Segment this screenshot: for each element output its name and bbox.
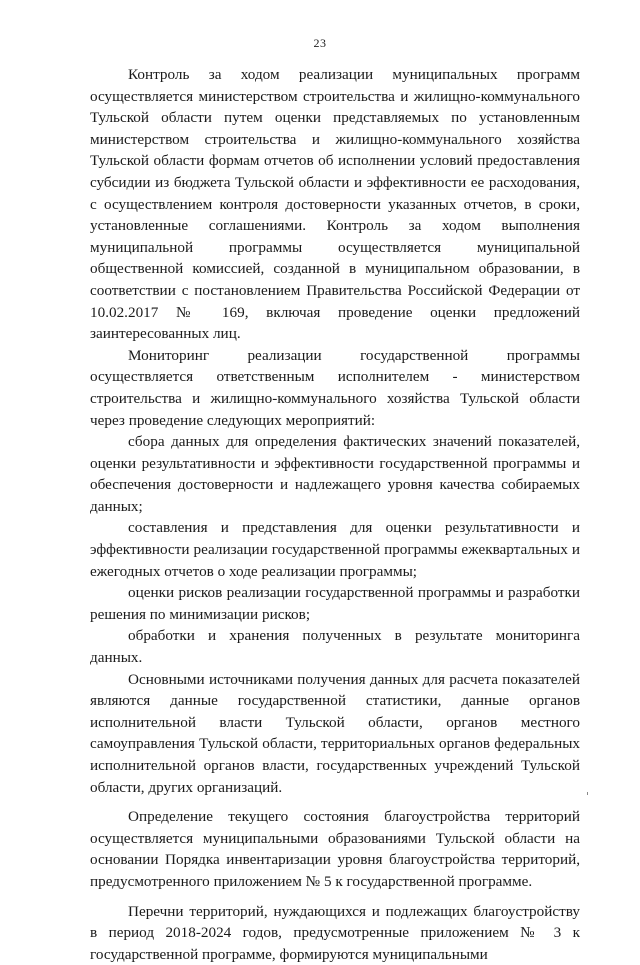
paragraph-risks: оценки рисков реализации государственной программы и разработки решения по минимизации рисков; [90, 584, 580, 623]
page-number: 23 [313, 36, 327, 50]
paragraph-control: Контроль за ходом реализации муниципальных программ осуществляется министерством строительства и жилищно-коммунального Тульской области путем оценки представляемых по установленным министерством строительства и жилищно-коммунального хозяйства Тульской области формам отчетов об исполнении условий предоставления субсидии из бюджета Тульской области и эффективности ее расходования, с осуществлением контроля достоверности указанных отчетов, в сроки, установленные соглашениями. Контроль за ходом выполнения муниципальной программы осуществляется муниципальной общественной комиссией, созданной в муниципальном образовании, в соответствии с постановлением Правительства Российской Федерации от 10.02.2017 № 169, включая проведение оценки предложений заинтересованных лиц. [90, 66, 580, 343]
paragraph-assessment: Определение текущего состояния благоустройства территорий осуществляется муниципальными образованиями Тульской области на основании Порядка инвентаризации уровня благоустройства территорий, предусмотренного приложением № 5 к государственной программе. [90, 808, 580, 890]
paragraph-data-collection: сбора данных для определения фактических значений показателей, оценки результативности и эффективности государственной программы и обеспечения достоверности и надлежащего уровня качества собираемых данных; [90, 433, 580, 515]
scan-artifact [587, 792, 588, 795]
paragraph-monitoring: Мониторинг реализации государственной программы осуществляется ответственным исполнителем - министерством строительства и жилищно-коммунального хозяйства Тульской области через проведение следующих мероприятий: [90, 346, 580, 429]
paragraph-territory-lists: Перечни территорий, нуждающихся и подлежащих благоустройству в период 2018-2024 годов, предусмотренные приложением № 3 к государственной программе, формируются муниципальными [90, 902, 580, 963]
paragraph-data-sources: Основными источниками получения данных для расчета показателей являются данные государственной статистики, данные органов исполнительной власти Тульской области, органов местного самоуправления Тульской области, территориальных органов федеральных исполнительной органов власти, государственных учреждений Тульской области, других организаций. [90, 670, 580, 796]
document-body [90, 64, 580, 965]
paragraph-reports: составления и представления для оценки результативности и эффективности реализации государственной программы ежеквартальных и ежегодных отчетов о ходе реализации программы; [90, 519, 580, 580]
paragraph-processing: обработки и хранения полученных в результате мониторинга данных. [90, 627, 580, 667]
